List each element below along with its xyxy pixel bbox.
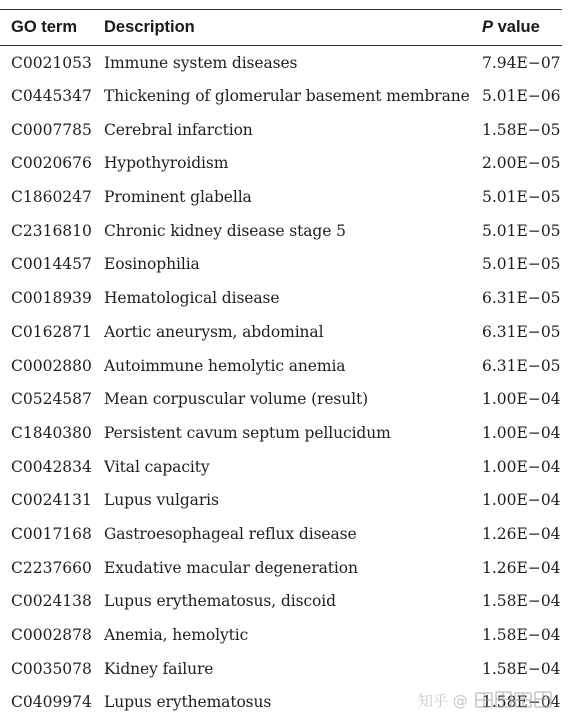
table-row: [0, 180, 562, 214]
term-description: Lupus erythematosus, discoid: [104, 592, 336, 611]
header-p-rest: value: [493, 18, 540, 36]
term-description: Vital capacity: [104, 457, 210, 476]
p-value: 6.31E−05: [482, 322, 561, 341]
p-value: 2.00E−05: [482, 154, 561, 173]
table-row: [0, 46, 562, 80]
p-value: 5.01E−05: [482, 188, 561, 207]
table-row: [0, 585, 562, 619]
term-description: Kidney failure: [104, 659, 214, 678]
p-value: 1.58E−04: [482, 626, 561, 645]
term-description: Hematological disease: [104, 289, 280, 308]
header-row: [0, 10, 562, 46]
p-value: 1.00E−04: [482, 390, 561, 409]
term-description: Thickening of glomerular basement membrane: [104, 87, 470, 106]
term-description: Cerebral infarction: [104, 120, 253, 139]
term-description: Exudative macular degeneration: [104, 558, 358, 577]
go-term-id: C0020676: [11, 154, 92, 173]
table-row: [0, 214, 562, 248]
table-row: [0, 416, 562, 450]
term-description: Lupus vulgaris: [104, 491, 219, 510]
table-row: [0, 382, 562, 416]
term-description: Lupus erythematosus: [104, 693, 272, 712]
go-term-id: C0024131: [11, 491, 92, 510]
p-value: 1.00E−04: [482, 423, 561, 442]
term-description: Prominent glabella: [104, 188, 252, 207]
table-row: [0, 349, 562, 383]
go-term-table-container: [0, 9, 562, 719]
go-term-id: C0042834: [11, 457, 92, 476]
term-description: Mean corpuscular volume (result): [104, 390, 369, 409]
p-value: 1.00E−04: [482, 457, 561, 476]
term-description: Persistent cavum septum pellucidum: [104, 423, 391, 442]
term-description: Anemia, hemolytic: [104, 626, 249, 645]
p-value: 1.58E−04: [482, 659, 561, 678]
table-row: [0, 618, 562, 652]
header-p-value: [482, 10, 562, 46]
go-term-id: C0445347: [11, 87, 92, 106]
go-term-id: C0002880: [11, 356, 92, 375]
p-value: 1.26E−04: [482, 524, 561, 543]
table-row: [0, 248, 562, 282]
table-row: [0, 652, 562, 686]
watermark-text: 知乎 @: [418, 692, 468, 710]
term-description: Autoimmune hemolytic anemia: [104, 356, 346, 375]
header-go-term: GO term: [11, 18, 78, 36]
p-value: 6.31E−05: [482, 289, 561, 308]
zhihu-watermark: [418, 688, 568, 712]
table-row: [0, 147, 562, 181]
go-term-id: C0007785: [11, 120, 92, 139]
table-row: [0, 450, 562, 484]
table-row: [0, 517, 562, 551]
p-value: 6.31E−05: [482, 356, 561, 375]
zhihu-watermark-icon: [418, 688, 568, 712]
p-value: 1.26E−04: [482, 558, 561, 577]
table-row: [0, 315, 562, 349]
p-value: 1.58E−04: [482, 592, 561, 611]
term-description: Eosinophilia: [104, 255, 200, 274]
go-term-id: C0018939: [11, 289, 92, 308]
table-header: [0, 10, 562, 46]
go-term-id: C0024138: [11, 592, 92, 611]
go-term-table: [0, 9, 562, 719]
p-value: 1.58E−05: [482, 120, 561, 139]
table-row: [0, 113, 562, 147]
table-row: [0, 483, 562, 517]
go-term-id: C0035078: [11, 659, 92, 678]
term-description: Aortic aneurysm, abdominal: [104, 322, 324, 341]
go-term-id: C0524587: [11, 390, 92, 409]
p-value: 1.58E−04: [482, 693, 561, 712]
term-description: Gastroesophageal reflux disease: [104, 524, 357, 543]
table-body: [0, 46, 562, 720]
p-value: 5.01E−06: [482, 87, 561, 106]
go-term-id: C0162871: [11, 322, 92, 341]
table-row: [0, 551, 562, 585]
header-p-letter: P: [482, 18, 494, 36]
go-term-id: C2237660: [11, 558, 92, 577]
term-description: Immune system diseases: [104, 53, 298, 72]
table-row: [0, 281, 562, 315]
table-row: [0, 79, 562, 113]
go-term-id: C0017168: [11, 524, 92, 543]
go-term-id: C0409974: [11, 693, 92, 712]
term-description: Chronic kidney disease stage 5: [104, 221, 346, 240]
go-term-id: C2316810: [11, 221, 92, 240]
go-term-id: C0021053: [11, 53, 92, 72]
p-value: 5.01E−05: [482, 255, 561, 274]
p-value: 1.00E−04: [482, 491, 561, 510]
header-description: Description: [104, 18, 195, 36]
p-value: 5.01E−05: [482, 221, 561, 240]
term-description: Hypothyroidism: [104, 154, 229, 173]
go-term-id: C0002878: [11, 626, 92, 645]
go-term-id: C0014457: [11, 255, 92, 274]
go-term-id: C1840380: [11, 423, 92, 442]
p-value: 7.94E−07: [482, 53, 561, 72]
go-term-id: C1860247: [11, 188, 92, 207]
